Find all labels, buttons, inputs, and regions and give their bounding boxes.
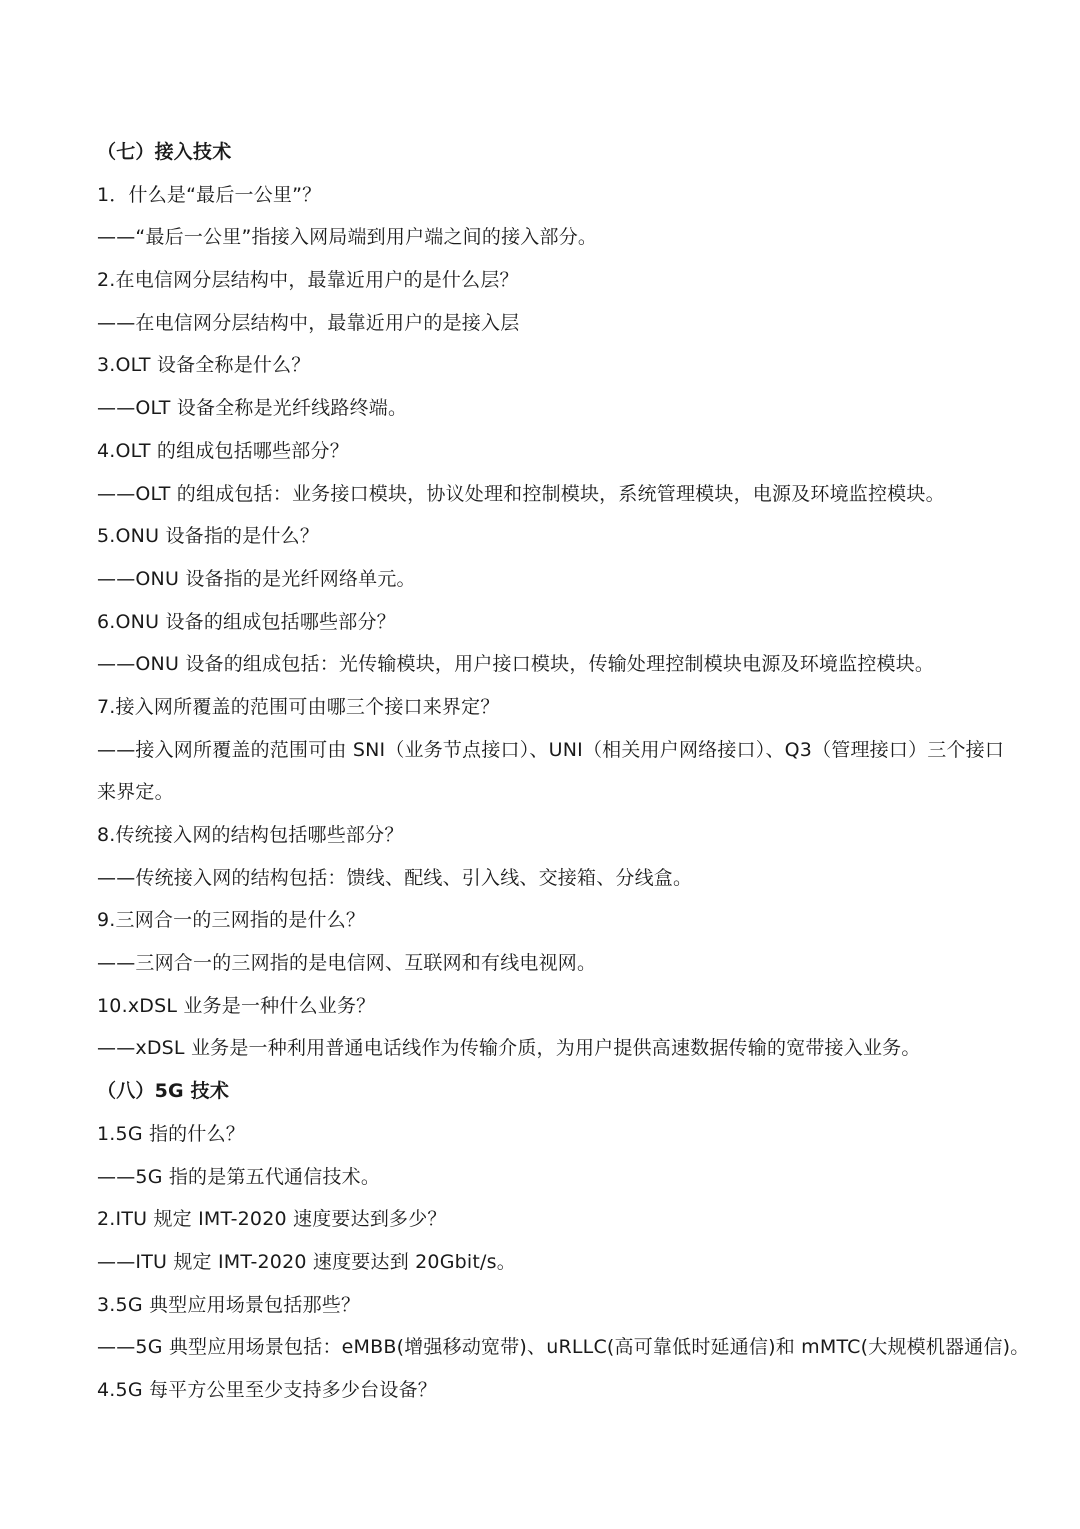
question-line: 7.接入网所覆盖的范围可由哪三个接口来界定？	[97, 695, 500, 718]
question-line: 4.OLT 的组成包括哪些部分？	[97, 439, 349, 462]
section-heading-access-tech: （七）接入技术	[97, 141, 232, 163]
question-line: 10.xDSL 业务是一种什么业务？	[97, 994, 376, 1017]
answer-line: ——ONU 设备的组成包括：光传输模块，用户接口模块，传输处理控制模块电源及环境监控模块。	[97, 653, 935, 676]
answer-line: ——“最后一公里”指接入网局端到用户端之间的接入部分。	[97, 226, 598, 249]
question-line: 3.OLT 设备全称是什么？	[97, 354, 311, 377]
answer-line: ——OLT 的组成包括：业务接口模块，协议处理和控制模块，系统管理模块，电源及环境监控模块。	[97, 482, 945, 505]
answer-line: ——5G 典型应用场景包括：eMBB(增强移动宽带)、uRLLC(高可靠低时延通信)和 mMTC(大规模机器通信)。	[97, 1336, 1030, 1359]
answer-line: ——5G 指的是第五代通信技术。	[97, 1165, 381, 1188]
answer-line-continued: 来界定。	[97, 781, 174, 804]
question-line: 3.5G 典型应用场景包括那些？	[97, 1293, 361, 1316]
question-line: 6.ONU 设备的组成包括哪些部分？	[97, 610, 396, 633]
answer-line: ——传统接入网的结构包括：馈线、配线、引入线、交接箱、分线盒。	[97, 866, 693, 889]
answer-line: ——ITU 规定 IMT-2020 速度要达到 20Gbit/s。	[97, 1250, 516, 1273]
answer-line: ——三网合一的三网指的是电信网、互联网和有线电视网。	[97, 952, 597, 975]
answer-line: ——xDSL 业务是一种利用普通电话线作为传输介质，为用户提供高速数据传输的宽带接入业务。	[97, 1037, 921, 1060]
answer-line: ——接入网所覆盖的范围可由 SNI（业务节点接口）、UNI（相关用户网络接口）、Q3（管理接口）三个接口	[97, 738, 1005, 761]
question-line: 1.5G 指的什么？	[97, 1122, 245, 1145]
answer-line: ——ONU 设备指的是光纤网络单元。	[97, 567, 416, 590]
question-line: 5.ONU 设备指的是什么？	[97, 525, 320, 548]
question-line: 4.5G 每平方公里至少支持多少台设备？	[97, 1378, 437, 1401]
question-line: 9.三网合一的三网指的是什么？	[97, 909, 366, 932]
section-heading-5g-tech: （八）5G 技术	[97, 1080, 230, 1103]
question-line: 8.传统接入网的结构包括哪些部分？	[97, 824, 404, 846]
document-page	[97, 131, 1030, 1412]
question-line: 1．什么是“最后一公里”？	[97, 183, 322, 206]
question-line: 2.ITU 规定 IMT-2020 速度要达到多少？	[97, 1208, 447, 1231]
answer-line: ——OLT 设备全称是光纤线路终端。	[97, 397, 408, 420]
question-line: 2.在电信网分层结构中，最靠近用户的是什么层？	[97, 269, 519, 292]
answer-line: ——在电信网分层结构中，最靠近用户的是接入层	[97, 311, 520, 334]
